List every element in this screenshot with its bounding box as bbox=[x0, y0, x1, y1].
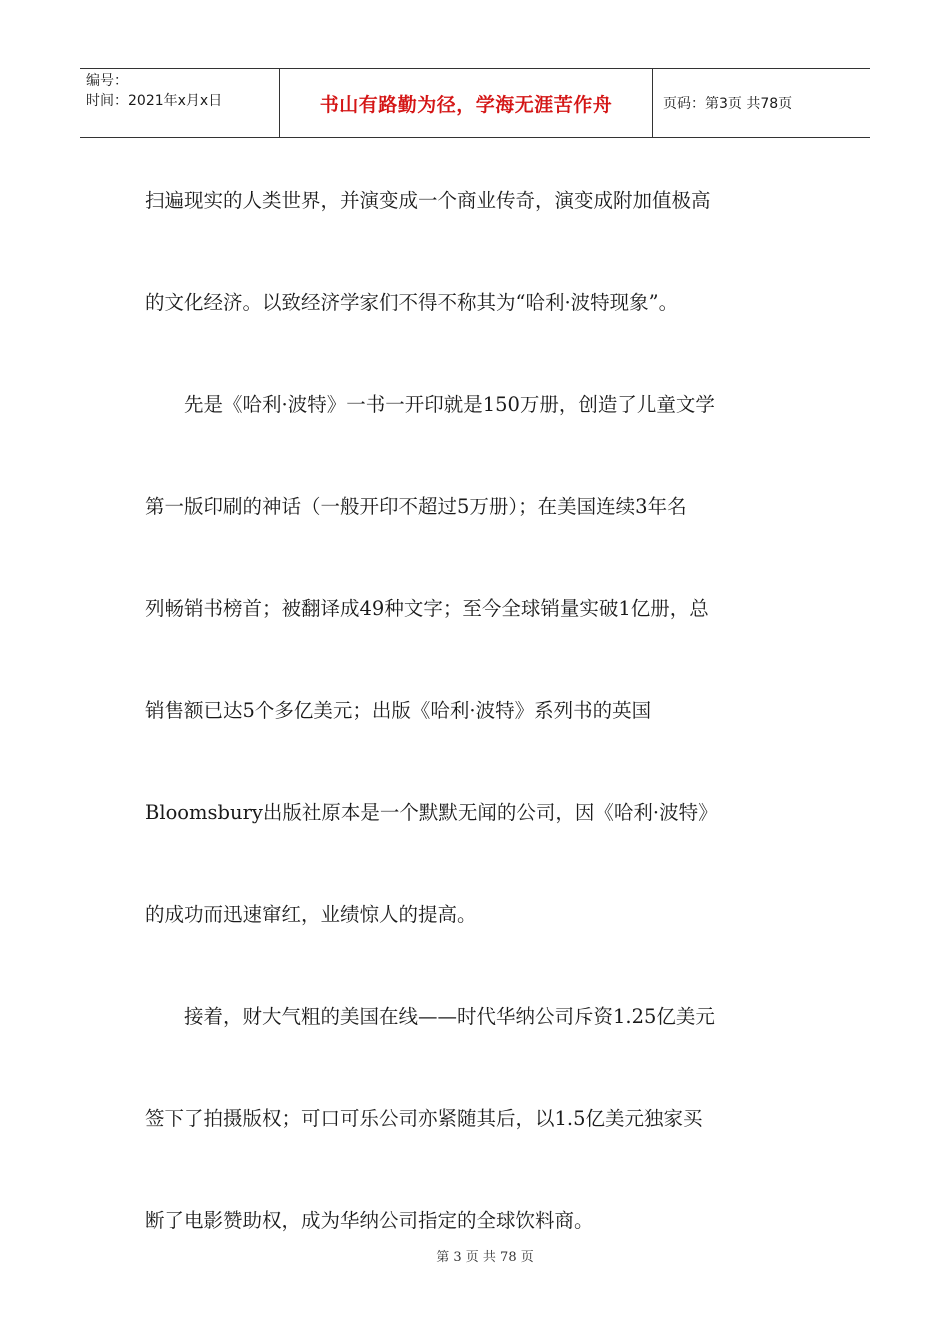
body-line bbox=[145, 1068, 807, 1170]
body-line-text: 第一版印刷的神话（一般开印不超过5万册）；在美国连续3年名 bbox=[145, 495, 687, 518]
header-page-info: 页码：第3页 共78页 bbox=[663, 96, 793, 112]
body-line-text: 的成功而迅速窜红，业绩惊人的提高。 bbox=[145, 903, 477, 926]
body-line-text: 接着，财大气粗的美国在线——时代华纳公司斥资1.25亿美元 bbox=[145, 1005, 715, 1028]
document-number-label: 编号： bbox=[86, 73, 128, 89]
body-line-text: 销售额已达5个多亿美元；出版《哈利·波特》系列书的英国 bbox=[145, 699, 652, 722]
body-line bbox=[145, 762, 807, 864]
body-line-text: 扫遍现实的人类世界，并演变成一个商业传奇，演变成附加值极高 bbox=[145, 189, 711, 212]
header-meta bbox=[80, 69, 280, 137]
body-line-text: Bloomsbury出版社原本是一个默默无闻的公司，因《哈利·波特》 bbox=[145, 801, 718, 824]
page-footer: 第 3 页 共 78 页 bbox=[436, 1250, 534, 1265]
body-line-text: 断了电影赞助权，成为华纳公司指定的全球饮料商。 bbox=[145, 1209, 594, 1232]
header-motto: 书山有路勤为径，学海无涯苦作舟 bbox=[280, 69, 653, 137]
body-line bbox=[145, 354, 807, 456]
document-header bbox=[80, 68, 870, 138]
document-date-label: 时间：2021年x月x日 bbox=[86, 93, 223, 109]
body-line bbox=[145, 150, 807, 252]
body-line bbox=[145, 660, 807, 762]
body-line bbox=[145, 966, 807, 1068]
body-line bbox=[145, 252, 807, 354]
body-line-text: 列畅销书榜首；被翻译成49种文字；至今全球销量实破1亿册，总 bbox=[145, 597, 709, 620]
body-line-text: 的文化经济。以致经济学家们不得不称其为“哈利·波特现象”。 bbox=[145, 291, 679, 314]
document-body bbox=[145, 150, 807, 1272]
body-line bbox=[145, 864, 807, 966]
body-line bbox=[145, 558, 807, 660]
body-line-text: 签下了拍摄版权；可口可乐公司亦紧随其后，以1.5亿美元独家买 bbox=[145, 1107, 703, 1130]
body-line bbox=[145, 456, 807, 558]
body-line-text: 先是《哈利·波特》一书一开印就是150万册，创造了儿童文学 bbox=[145, 393, 715, 416]
